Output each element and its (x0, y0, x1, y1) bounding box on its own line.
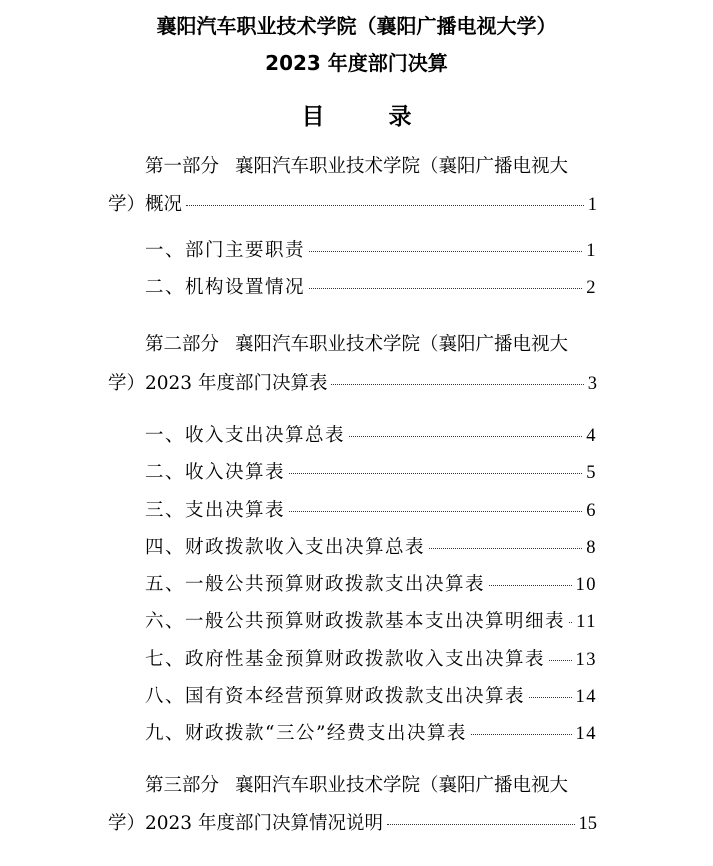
leader-dots (569, 622, 572, 623)
leader-dots (289, 511, 582, 512)
page-number: 13 (575, 650, 597, 670)
page-number: 11 (576, 612, 597, 632)
entry-label: 二、收入决算表 (145, 462, 286, 483)
toc-entry[interactable] (145, 607, 597, 633)
toc-part-1-continuation[interactable] (108, 190, 597, 216)
leader-dots (429, 548, 582, 549)
part-label: 第一部分 (145, 156, 220, 177)
toc-entry[interactable] (145, 719, 597, 745)
document-title-line2: 2023 年度部门决算 (265, 51, 448, 75)
part-title: 襄阳汽车职业技术学院（襄阳广播电视大 (235, 775, 569, 796)
page-number: 14 (575, 724, 597, 744)
toc-entry[interactable] (145, 458, 597, 484)
entry-label: 二、机构设置情况 (145, 277, 306, 298)
leader-dots (309, 251, 582, 252)
leader-dots (349, 436, 582, 437)
toc-part-2-heading (145, 330, 568, 356)
entry-label: 七、政府性基金预算财政拨款收入支出决算表 (145, 649, 546, 670)
leader-dots (186, 205, 584, 206)
entry-label: 八、国有资本经营预算财政拨款支出决算表 (145, 686, 526, 707)
toc-part-3-continuation[interactable] (108, 809, 597, 835)
part-label: 第二部分 (145, 334, 220, 355)
part-title-cont: 学）概况 (108, 194, 183, 215)
page-number: 4 (586, 426, 597, 446)
entry-label: 一、部门主要职责 (145, 240, 306, 261)
page-number: 10 (575, 575, 597, 595)
part-title: 襄阳汽车职业技术学院（襄阳广播电视大 (235, 156, 569, 177)
toc-entry[interactable] (145, 496, 597, 522)
page-number: 6 (586, 501, 597, 521)
page-number: 1 (587, 195, 597, 215)
toc-part-2-continuation[interactable] (108, 369, 597, 395)
toc-entry[interactable] (145, 645, 597, 671)
entry-label: 四、财政拨款收入支出决算总表 (145, 537, 426, 558)
leader-dots (309, 288, 582, 289)
entry-label: 五、一般公共预算财政拨款支出决算表 (145, 574, 486, 595)
part-label: 第三部分 (145, 775, 220, 796)
page-number: 15 (578, 814, 597, 834)
page-number: 5 (586, 463, 597, 483)
leader-dots (489, 585, 571, 586)
page-number: 1 (586, 241, 597, 261)
toc-entry[interactable] (145, 533, 597, 559)
page-number: 3 (587, 374, 597, 394)
toc-heading: 目 录 (301, 103, 440, 130)
toc-part-3-heading (145, 771, 568, 797)
leader-dots (289, 473, 582, 474)
leader-dots (331, 384, 583, 385)
leader-dots (529, 697, 571, 698)
part-title-cont: 学）2023 年度部门决算表 (108, 373, 328, 394)
entry-label: 三、支出决算表 (145, 500, 286, 521)
document-title-line1: 襄阳汽车职业技术学院（襄阳广播电视大学） (156, 14, 557, 38)
page-number: 8 (586, 538, 597, 558)
leader-dots (471, 734, 572, 735)
toc-entry[interactable] (145, 236, 597, 262)
toc-entry[interactable] (145, 682, 597, 708)
leader-dots (549, 660, 571, 661)
entry-label: 六、一般公共预算财政拨款基本支出决算明细表 (145, 611, 566, 632)
part-title-cont: 学）2023 年度部门决算情况说明 (108, 813, 383, 834)
page-number: 14 (575, 687, 597, 707)
entry-label: 九、财政拨款“三公”经费支出决算表 (145, 723, 467, 744)
toc-part-1-heading (145, 152, 568, 178)
entry-label: 一、收入支出决算总表 (145, 425, 346, 446)
toc-entry[interactable] (145, 421, 597, 447)
part-title: 襄阳汽车职业技术学院（襄阳广播电视大 (235, 334, 569, 355)
toc-entry[interactable] (145, 570, 597, 596)
toc-entry[interactable] (145, 273, 597, 299)
leader-dots (387, 824, 575, 825)
page-number: 2 (586, 278, 597, 298)
